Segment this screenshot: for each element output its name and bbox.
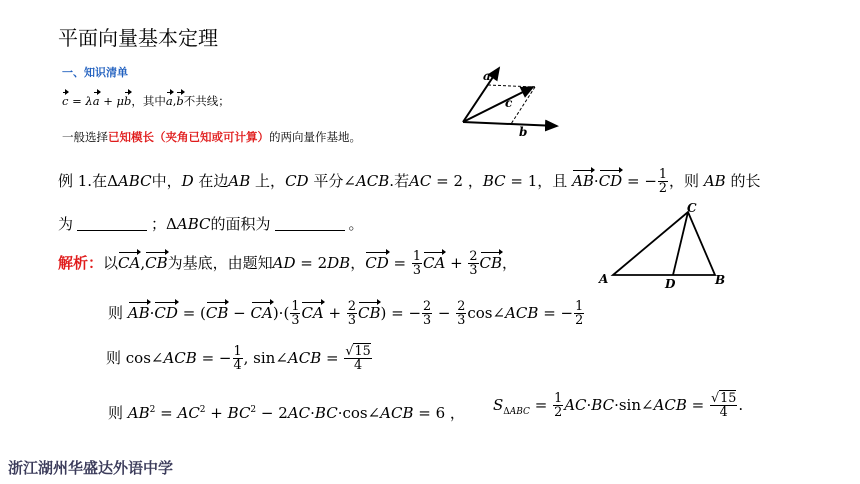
answer-blank-area[interactable] [275,230,345,231]
label-b: b [519,125,528,139]
formula-suffix: ，其中 [131,94,166,108]
blank-pre: 为 [58,215,74,233]
example-text-1: 中， [151,171,182,190]
triangle-figure [595,202,730,292]
vector-figure [455,60,570,140]
label-c: c [505,96,513,110]
triangle-abc [613,212,715,275]
example-text-7: ，则 [669,171,700,190]
bisector-cd [673,212,688,275]
solution-line-3: 则 cos∠ACB = − $\frac{1}{4}$ , sin∠ACB = $\frac{√15}{4}$ [106,344,371,374]
solution-label: 解析： [58,253,104,272]
solution-text-1: 以 [103,253,119,272]
blank-mid: ； [151,215,167,233]
solution-line-4: 则 $AB^2 = AC^2 + BC^2$ − 2AC·BC·cos∠ACB = 6 ， [108,404,465,422]
section-heading: 一、知识清单 [62,66,128,79]
basis-note-emphasis: 已知模长（夹角已知或可计算） [108,130,269,144]
example-text-3: 上， [255,171,286,190]
decomposition-formula: c = λa + μb，其中a,b不共线； [62,94,230,108]
example-text-5: 若 [394,171,410,190]
label-a: a [483,69,491,83]
vertex-a: A [599,272,609,286]
vertex-c: C [687,202,697,215]
basis-note-pre: 一般选择 [62,130,108,144]
point-d: D [665,277,676,291]
solution-text-2: 为基底，由题知 [167,253,273,272]
basis-note-post: 的两向量作基地。 [269,130,361,144]
parallelogram-dashed-1 [488,85,535,87]
area-formula: $S_{\Delta ABC}$ = $\frac{1}{2}$ AC·BC·sin∠ACB = $\frac{√15}{4}$ . [493,391,744,421]
example-text-2: 在边 [198,171,229,190]
blank-area-text: 的面积为 [210,215,271,233]
example-tail: 的长 [730,171,761,190]
page-title: 平面向量基本定理 [58,26,218,50]
blank-end: 。 [348,215,364,233]
vertex-b: B [715,273,726,287]
example-prefix: 例 1.在 [58,171,108,190]
solution-line-1: 解析：以CA,CB为基底，由题知AD = 2DB，CD = $\frac{1}{3}$ CA + $\frac{2}{3}$ CB， [58,249,518,279]
example-1-blanks: 为 ；ΔABC的面积为 。 [58,215,364,233]
school-footer: 浙江湖州华盛达外语中学 [8,459,174,477]
solution-line-2: 则 AB·CD = (CB − CA)·( $\frac{1}{3}$ CA + $\frac{2}{3}$ CB) = − $\frac{2}{3}$ − $\frac{2}{3}$ cos∠ACB = − $\frac{1}{2}$ [108,299,584,329]
basis-note [62,129,361,145]
answer-blank-length[interactable] [77,230,147,231]
example-text-4: 平分 [313,171,344,190]
example-1-statement: 例 1.在ΔABC中，D 在边AB 上，CD 平分∠ACB.若AC = 2 ，BC = 1，且 AB·CD = − $\frac{1}{2}$ ，则 AB 的长 [58,167,761,197]
vector-b-arrow [463,122,557,126]
example-text-6: ，且 [537,171,568,190]
formula-tail: 不共线； [183,94,230,108]
